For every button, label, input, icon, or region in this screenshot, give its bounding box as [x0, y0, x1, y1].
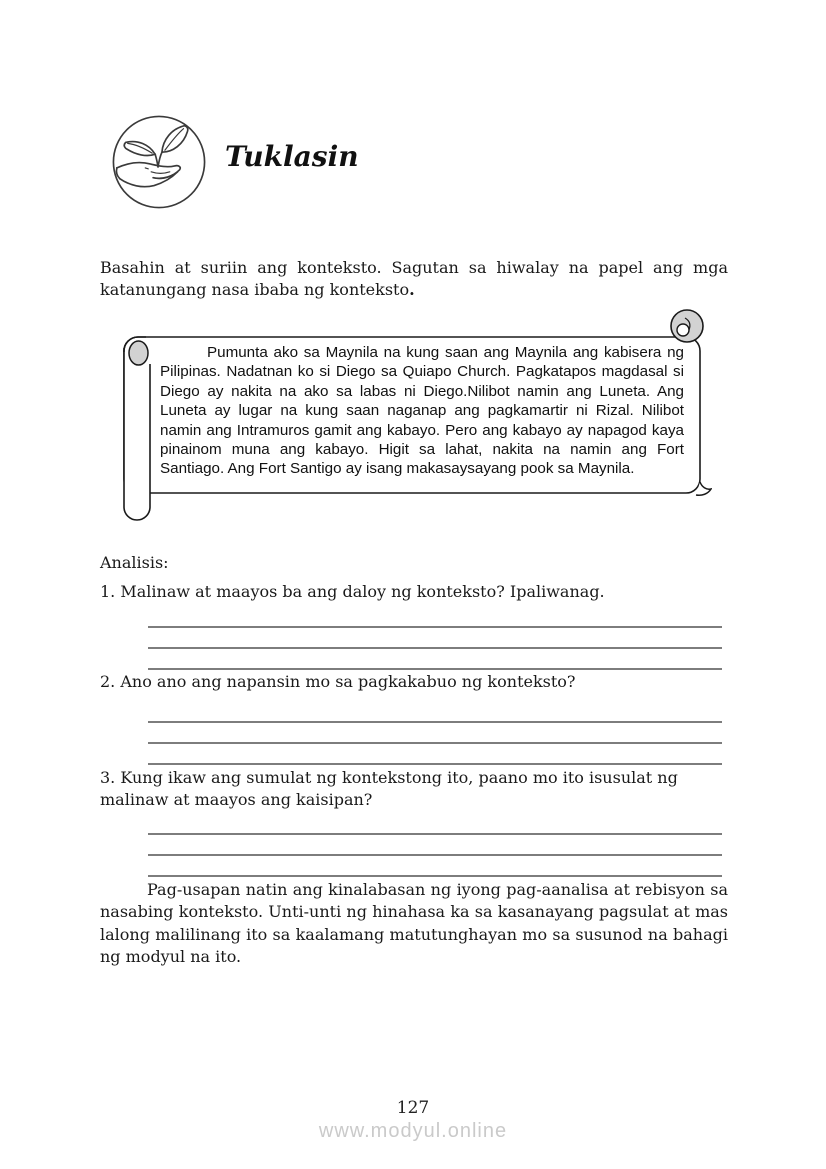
scroll-left-curl — [129, 341, 148, 365]
answer-lines-q1 — [148, 607, 722, 670]
intro-bold-period: . — [409, 280, 415, 299]
page-number: 127 — [396, 1098, 430, 1118]
answer-line — [148, 856, 722, 877]
question-2: 2. Ano ano ang napansin mo sa pagkakabuo ng konteksto? — [100, 672, 576, 691]
answer-line — [148, 744, 722, 765]
answer-line — [148, 814, 722, 835]
section-title: Tuklasin — [225, 140, 359, 173]
scroll-text: Pumunta ako sa Maynila na kung saan ang Maynila ang kabisera ng Pilipinas. Nadatnan ko si Diego sa Quiapo Church. Pagkatapos magdasal si Diego ay nakita na ako sa labas ni Diego.Nilibot namin ang Luneta. Ang Luneta ay lugar na kung saan naganap ang pagkamartir ni Rizal. Nilibot namin ang Intramuros gamit ang kabayo. Pero ang kabayo ay napagod kaya pinainom muna ang kabayo. Higit sa lahat, nakita na namin ang Fort Santiago. Ang Fort Santigo ay isang makasaysayang pook sa Maynila. — [160, 344, 684, 478]
answer-line — [148, 649, 722, 670]
answer-line — [148, 835, 722, 856]
watermark: www.modyul.online — [318, 1120, 508, 1142]
analysis-label: Analisis: — [100, 553, 169, 572]
closing-text: Pag-usapan natin ang kinalabasan ng iyong pag-aanalisa at rebisyon sa nasabing konteksto. Unti-unti ng hinahasa ka sa kasanayang pagsulat at mas lalong malilinang ito sa kaalamang matutunghayan mo sa susunod na bahagi ng modyul na ito. — [100, 880, 728, 967]
scroll-figure — [112, 306, 712, 536]
answer-line — [148, 723, 722, 744]
hand-holding-seedling-icon — [110, 112, 208, 212]
answer-lines-q2 — [148, 702, 722, 765]
answer-line — [148, 607, 722, 628]
intro-text-body: Basahin at suriin ang konteksto. Sagutan sa hiwalay na papel ang mga katanungang nasa ibaba ng konteksto — [100, 258, 728, 299]
question-1: 1. Malinaw at maayos ba ang daloy ng konteksto? Ipaliwanag. — [100, 582, 605, 601]
answer-lines-q3 — [148, 814, 722, 877]
intro-text — [100, 257, 728, 301]
answer-line — [148, 702, 722, 723]
question-3: 3. Kung ikaw ang sumulat ng kontekstong ito, paano mo ito isusulat ng malinaw at maayos ang kaisipan? — [100, 768, 678, 809]
answer-line — [148, 628, 722, 649]
